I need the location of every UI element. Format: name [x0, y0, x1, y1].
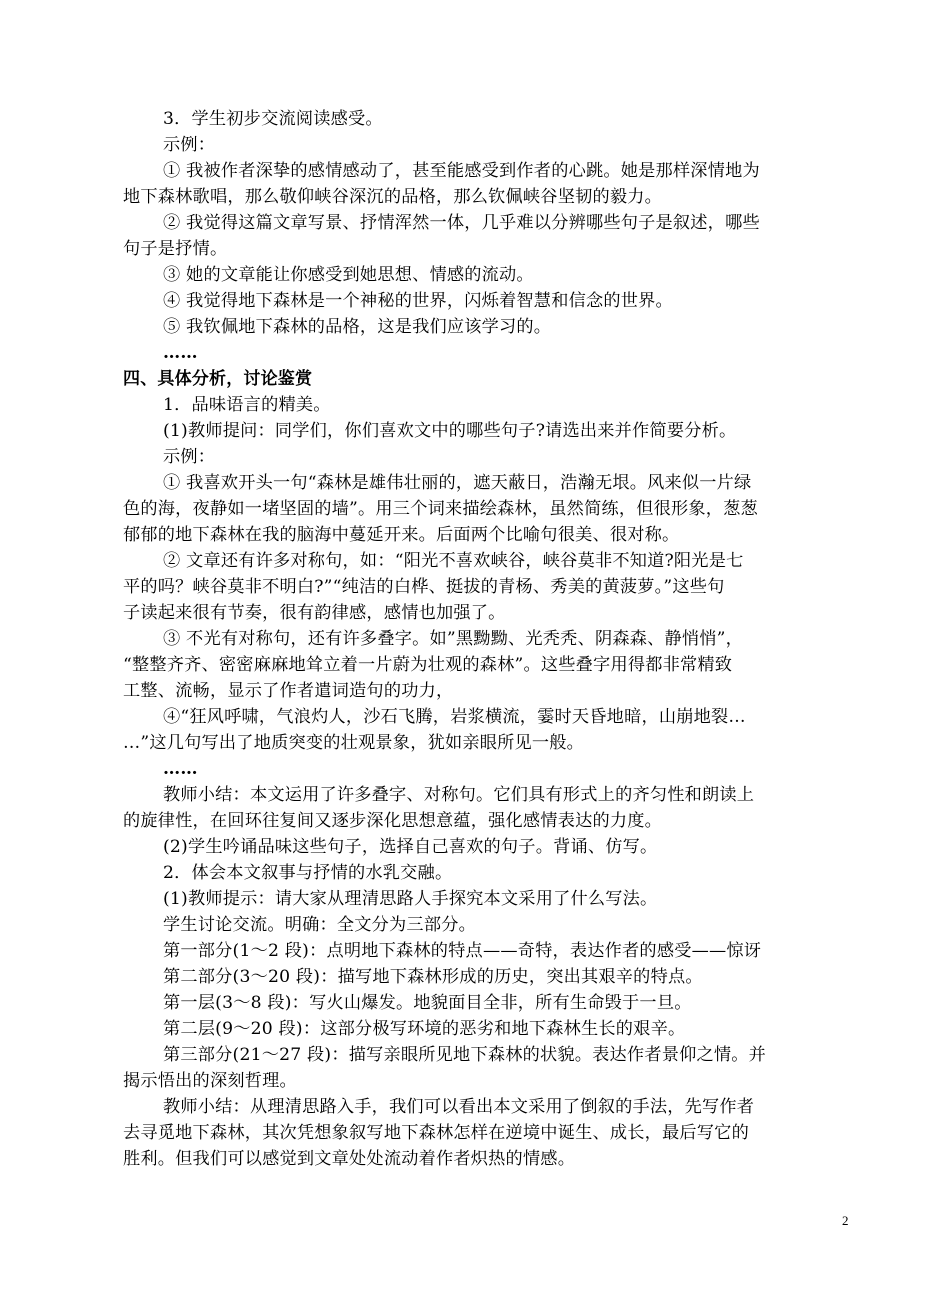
text-line: (1)教师提示：请大家从理清思路人手探究本文采用了什么写法。 [163, 889, 658, 909]
text-line: 胜利。但我们可以感觉到文章处处流动着作者炽热的情感。 [123, 1149, 576, 1169]
text-line: ③ 她的文章能让你感受到她思想、情感的流动。 [163, 265, 534, 285]
text-line: ② 文章还有许多对称句，如：“阳光不喜欢峡谷，峡谷莫非不知道?阳光是七 [163, 551, 744, 571]
text-line: ② 我觉得这篇文章写景、抒情浑然一体，几乎难以分辨哪些句子是叙述，哪些 [163, 213, 760, 233]
text-line: ① 我喜欢开头一句“森林是雄伟壮丽的，遮天蔽日，浩瀚无垠。风来似一片绿 [163, 473, 752, 493]
text-line: 示例： [163, 135, 216, 155]
text-line: 1．品味语言的精美。 [163, 395, 331, 415]
text-line: 平的吗？峡谷莫非不明白?”“纯洁的白桦、挺拔的青杨、秀美的黄菠萝。”这些句 [123, 577, 725, 597]
section-heading: 四、具体分析，讨论鉴赏 [123, 369, 313, 389]
text-line: 2．体会本文叙事与抒情的水乳交融。 [163, 863, 453, 883]
text-line: 揭示悟出的深刻哲理。 [123, 1071, 297, 1091]
text-line: 句子是抒情。 [123, 239, 228, 259]
text-line: (2)学生吟诵品味这些句子，选择自己喜欢的句子。背诵、仿写。 [163, 837, 658, 857]
page-number: 2 [842, 1213, 849, 1228]
text-line: 教师小结：本文运用了许多叠字、对称句。它们具有形式上的齐匀性和朗读上 [163, 785, 755, 805]
document-body [123, 106, 858, 1172]
text-line: 3．学生初步交流阅读感受。 [163, 109, 383, 129]
text-line: 郁郁的地下森林在我的脑海中蔓延开来。后面两个比喻句很美、很对称。 [123, 525, 680, 545]
text-line: “整整齐齐、密密麻麻地耸立着一片蔚为壮观的森林”。这些叠字用得都非常精致 [123, 655, 733, 675]
text-line: 示例： [163, 447, 216, 467]
text-line: ① 我被作者深挚的感情感动了，甚至能感受到作者的心跳。她是那样深情地为 [163, 161, 760, 181]
text-line: …”这几句写出了地质突变的壮观景象，犹如亲眼所见一般。 [123, 733, 585, 753]
text-line: 子读起来很有节奏，很有韵律感，感情也加强了。 [123, 603, 506, 623]
text-line: 第一层(3～8 段)：写火山爆发。地貌面目全非，所有生命毁于一旦。 [163, 993, 692, 1013]
text-line: 第一部分(1～2 段)：点明地下森林的特点——奇特，表达作者的感受——惊讶 [163, 941, 762, 961]
text-line: ③ 不光有对称句，还有许多叠字。如”黑黝黝、光秃秃、阴森森、静悄悄”， [163, 629, 744, 649]
text-line: …… [163, 759, 198, 779]
text-line: ④ 我觉得地下森林是一个神秘的世界，闪烁着智慧和信念的世界。 [163, 291, 673, 311]
text-line: 去寻觅地下森林，其次凭想象叙写地下森林怎样在逆境中诞生、成长，最后写它的 [123, 1123, 749, 1143]
text-line: 学生讨论交流。明确：全文分为三部分。 [163, 915, 476, 935]
text-line: 第二部分(3～20 段)：描写地下森林形成的历史，突出其艰辛的特点。 [163, 967, 703, 987]
text-line: 工整、流畅，显示了作者遣词造句的功力， [123, 681, 454, 701]
text-line: ⑤ 我钦佩地下森林的品格，这是我们应该学习的。 [163, 317, 552, 337]
text-line: 地下森林歌唱，那么敬仰峡谷深沉的品格，那么钦佩峡谷坚韧的毅力。 [123, 187, 663, 207]
text-line: ④“狂风呼啸，气浪灼人，沙石飞腾，岩浆横流，霎时天昏地暗，山崩地裂… [163, 707, 746, 727]
text-line: (1)教师提问：同学们，你们喜欢文中的哪些句子?请选出来并作简要分析。 [163, 421, 737, 441]
text-line: 第二层(9～20 段)：这部分极写环境的恶劣和地下森林生长的艰辛。 [163, 1019, 686, 1039]
text-line: 第三部分(21～27 段)：描写亲眼所见地下森林的状貌。表达作者景仰之情。并 [163, 1045, 767, 1065]
text-line: 色的海，夜静如一堵坚固的墙”。用三个词来描绘森林，虽然简练，但很形象，葱葱 [123, 499, 758, 519]
text-line: 教师小结：从理清思路入手，我们可以看出本文采用了倒叙的手法，先写作者 [163, 1097, 755, 1117]
text-line: …… [163, 343, 198, 363]
text-line: 的旋律性，在回环往复间又逐步深化思想意蕴，强化感情表达的力度。 [123, 811, 663, 831]
